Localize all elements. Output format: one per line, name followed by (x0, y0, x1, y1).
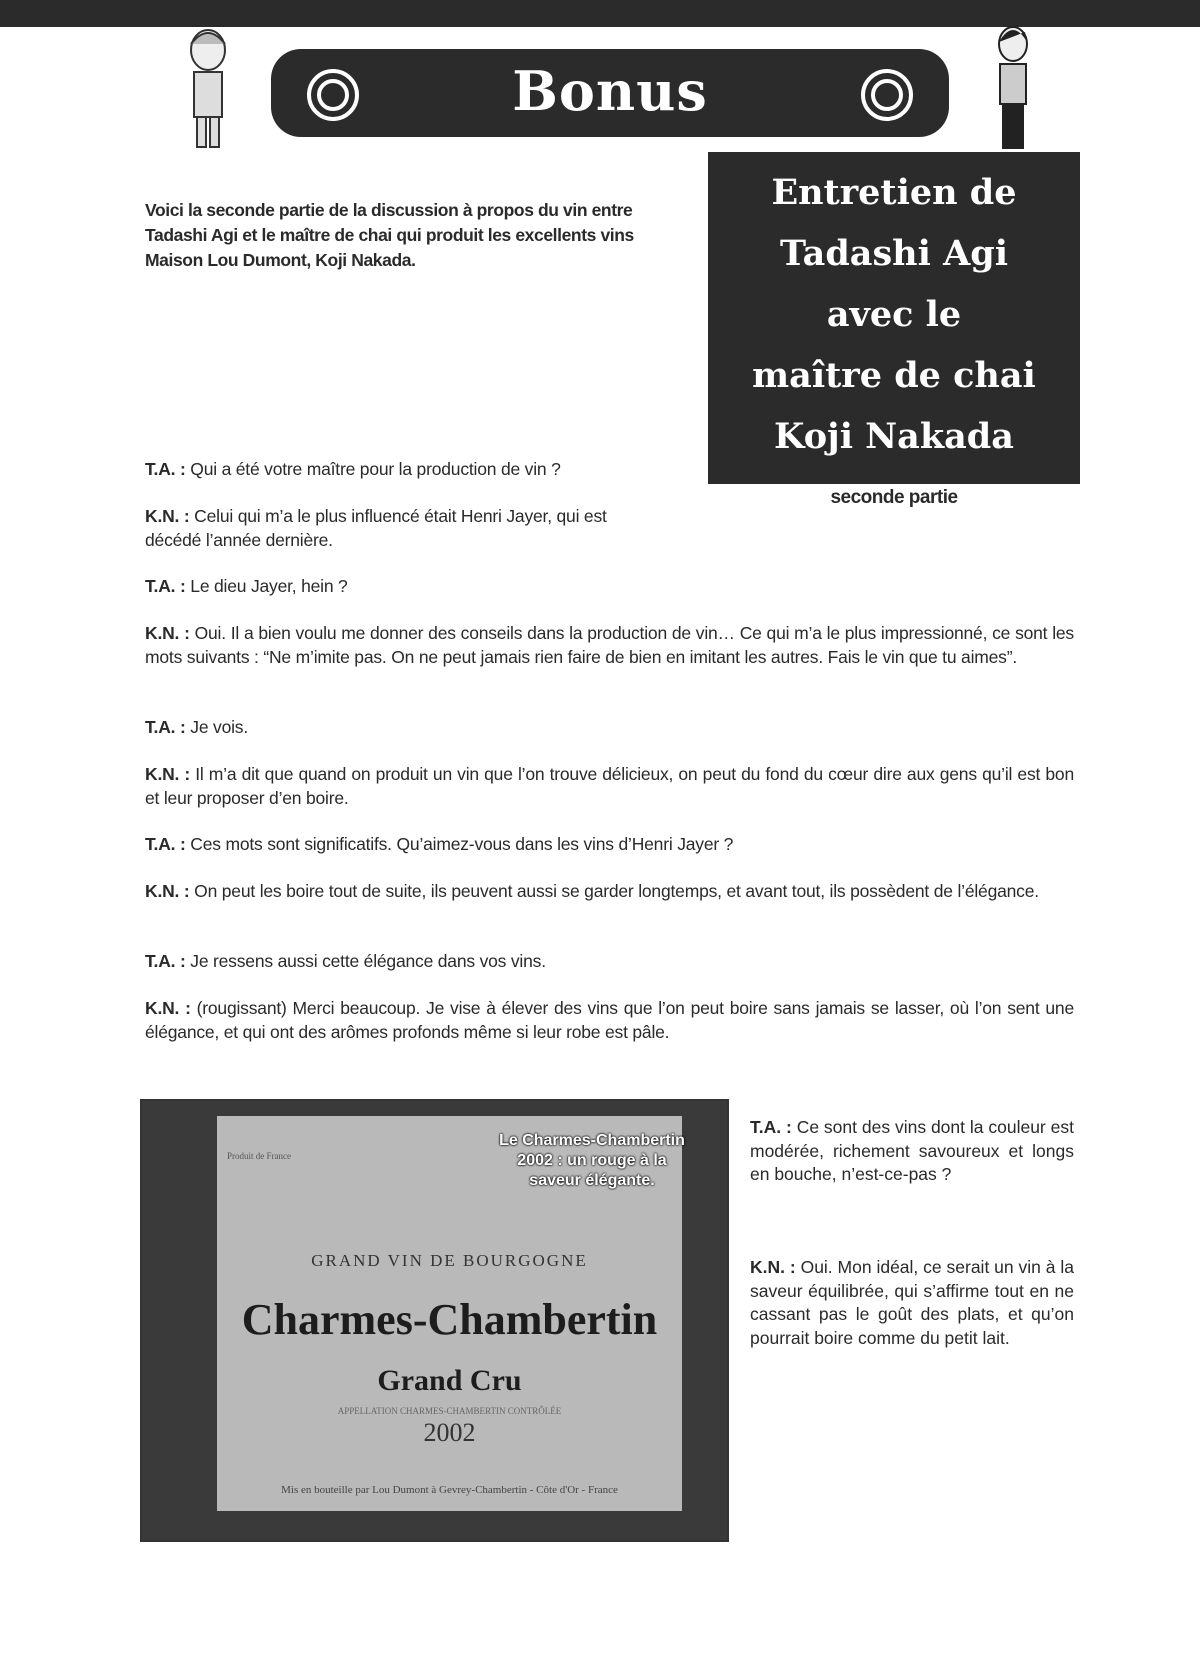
character-illustration-nakada (985, 22, 1045, 152)
ring-ornament-icon (861, 69, 913, 121)
label-wine-name: Charmes-Chambertin (241, 1295, 658, 1344)
photo-caption: Le Charmes-Chambertin 2002 : un rouge à la saveur élégante. (499, 1132, 685, 1189)
label-cru: Grand Cru (377, 1364, 522, 1397)
dialogue-paragraph (145, 880, 1074, 904)
label-region: GRAND VIN DE BOURGOGNE (311, 1251, 588, 1270)
speaker: K.N. : (145, 998, 191, 1018)
dialogue-text: Oui. Il a bien voulu me donner des conseils dans la production de vin… Ce qui m’a le plus impressionné, ce sont les mots suivants : “Ne m’imite pas. On ne peut jamais rien faire de bien en imitant les autres. Fais le vin que tu aimes”. (145, 623, 1074, 667)
dialogue-paragraph (145, 716, 1074, 740)
dialogue-paragraph (145, 575, 1074, 599)
speaker: T.A. : (145, 951, 186, 971)
interview-title-box (708, 152, 1080, 484)
dialogue-text: On peut les boire tout de suite, ils peuvent aussi se garder longtemps, et avant tout, ils possèdent de l’élégance. (194, 881, 1039, 901)
speaker: K.N. : (750, 1257, 796, 1277)
dialogue-paragraph (750, 1256, 1074, 1350)
dialogue-text: Ces mots sont significatifs. Qu’aimez-vous dans les vins d’Henri Jayer ? (190, 834, 734, 854)
label-origin: Produit de France (227, 1151, 291, 1161)
dialogue-paragraph (145, 833, 1074, 857)
dialogue-text: Qui a été votre maître pour la production de vin ? (190, 459, 561, 479)
dialogue-text: Ce sont des vins dont la couleur est modérée, richement savoureux et longs en bouche, n’est-ce-pas ? (750, 1117, 1074, 1184)
wine-label-photo (140, 1099, 729, 1542)
dialogue-paragraph (145, 763, 1074, 810)
dialogue-paragraph (145, 458, 665, 482)
bonus-banner (271, 49, 949, 137)
speaker: T.A. : (145, 717, 186, 737)
speaker: K.N. : (145, 623, 190, 643)
intro-paragraph: Voici la seconde partie de la discussion à propos du vin entre Tadashi Agi et le maître de chai qui produit les excellents vins Maison Lou Dumont, Koji Nakada. (145, 200, 634, 270)
dialogue-paragraph (145, 622, 1074, 669)
title-line: Tadashi Agi (779, 233, 1009, 274)
title-line: Entretien de (771, 172, 1017, 213)
label-year: 2002 (423, 1418, 476, 1447)
banner-title: Bonus (512, 59, 708, 123)
dialogue-paragraph (145, 505, 665, 552)
dialogue-text: Le dieu Jayer, hein ? (190, 576, 348, 596)
character-illustration-tadashi (178, 22, 238, 152)
dialogue-text: Je ressens aussi cette élégance dans vos vins. (190, 951, 546, 971)
speaker: K.N. : (145, 506, 190, 526)
title-line: maître de chai (752, 355, 1036, 396)
dialogue-text: (rougissant) Merci beaucoup. Je vise à élever des vins que l’on peut boire sans jamais se lasser, où l’on sent une élégance, et qui ont des arômes profonds même si leur robe est pâle. (145, 998, 1074, 1042)
dialogue-paragraph (145, 950, 1074, 974)
title-line: Koji Nakada (774, 416, 1014, 457)
dialogue-text: Je vois. (190, 717, 249, 737)
dialogue-text: Oui. Mon idéal, ce serait un vin à la saveur équilibrée, qui s’affirme tout en ne cassant pas le goût des plats, et qu’on pourrait boire comme du petit lait. (750, 1257, 1074, 1348)
title-line: avec le (826, 294, 962, 335)
subtitle: seconde partie (830, 487, 958, 508)
speaker: K.N. : (145, 764, 191, 784)
label-appellation: APPELLATION CHARMES-CHAMBERTIN CONTRÔLÉE (337, 1406, 562, 1416)
speaker: K.N. : (145, 881, 190, 901)
label-bottler: Mis en bouteille par Lou Dumont à Gevrey-Chambertin - Côte d'Or - France (281, 1484, 618, 1496)
speaker: T.A. : (145, 576, 186, 596)
speaker: T.A. : (750, 1117, 792, 1137)
speaker: T.A. : (145, 834, 186, 854)
dialogue-paragraph (145, 997, 1074, 1044)
dialogue-text: Il m’a dit que quand on produit un vin que l’on trouve délicieux, on peut du fond du cœur dire aux gens qu’il est bon et leur proposer d’en boire. (145, 764, 1074, 808)
speaker: T.A. : (145, 459, 186, 479)
dialogue-text: Celui qui m’a le plus influencé était Henri Jayer, qui est décédé l’année dernière. (145, 506, 607, 550)
dialogue-paragraph (750, 1116, 1074, 1187)
